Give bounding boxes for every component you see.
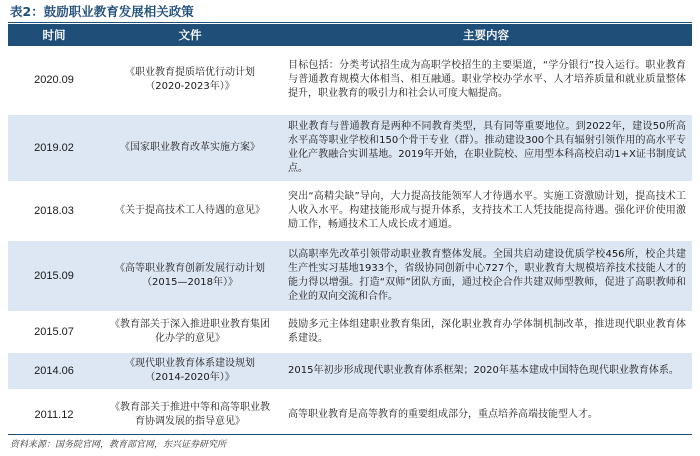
row-document: 《现代职业教育体系建设规划（2014-2020年）》 xyxy=(100,353,280,390)
bottom-rule xyxy=(8,434,692,435)
table-header-row xyxy=(8,24,692,46)
table-title: 表2：鼓励职业教育发展相关政策 xyxy=(10,4,194,19)
row-document: 《职业教育提质培优行动计划（2020-2023年）》 xyxy=(100,46,280,115)
policy-table xyxy=(8,24,692,441)
row-time: 2020.09 xyxy=(8,46,100,115)
table-row xyxy=(8,115,692,182)
row-document: 《教育部关于推进中等和高等职业教育协调发展的指导意见》 xyxy=(100,390,280,441)
row-document: 《高等职业教育创新发展行动计划（2015—2018年）》 xyxy=(100,241,280,312)
source-note: 资料来源：国务院官网，教育部官网，东兴证券研究所 xyxy=(10,440,227,450)
table-row xyxy=(8,353,692,390)
row-time: 2014.06 xyxy=(8,353,100,390)
row-document: 《教育部关于深入推进职业教育集团化办学的意见》 xyxy=(100,312,280,353)
header-time: 时间 xyxy=(8,24,100,46)
row-content: 目标包括：分类考试招生成为高职学校招生的主要渠道，“学分银行”投入运行。职业教育与普通教育规模大体相当、相互融通。职业学校办学水平、人才培养质量和就业质量整体提升，职业教育的吸引力和社会认可度大幅提高。 xyxy=(280,46,692,115)
row-document: 《国家职业教育改革实施方案》 xyxy=(100,115,280,182)
table-row xyxy=(8,312,692,353)
row-content: 鼓励多元主体组建职业教育集团，深化职业教育办学体制机制改革，推进现代职业教育体系建设。 xyxy=(280,312,692,353)
table-row xyxy=(8,241,692,312)
table-row xyxy=(8,46,692,115)
row-time: 2015.07 xyxy=(8,312,100,353)
row-time: 2015.09 xyxy=(8,241,100,312)
row-content: 突出“高精尖缺”导向，大力提高技能领军人才待遇水平。实施工资激励计划，提高技术工人收入水平。构建技能形成与提升体系，支持技术工人凭技能提高待遇。强化评价使用激励工作，畅通技术工人成长成才通道。 xyxy=(280,182,692,241)
row-time: 2011.12 xyxy=(8,390,100,441)
row-time: 2019.02 xyxy=(8,115,100,182)
row-content: 高等职业教育是高等教育的重要组成部分，重点培养高端技能型人才。 xyxy=(280,390,692,441)
header-document: 文件 xyxy=(100,24,280,46)
row-content: 职业教育与普通教育是两种不同教育类型，具有同等重要地位。到2022年，建设50所高水平高等职业学校和150个骨干专业（群）。推动建设300个具有辐射引领作用的高水平专业化产教融合实训基地。2019年开始，在职业院校、应用型本科高校启动1+X证书制度试点。 xyxy=(280,115,692,182)
row-document: 《关于提高技术工人待遇的意见》 xyxy=(100,182,280,241)
row-content: 以高职率先改革引领带动职业教育整体发展。全国共启动建设优质学校456所，校企共建生产性实习基地1933个，省级协同创新中心727个，职业教育大规模培养技术技能人才的能力得以增强。打造“双师”团队方面，通过校企合作共建双师型教师，促进了高职教师和企业的双向交流和合作。 xyxy=(280,241,692,312)
row-time: 2018.03 xyxy=(8,182,100,241)
row-content: 2015年初步形成现代职业教育体系框架；2020年基本建成中国特色现代职业教育体系。 xyxy=(280,353,692,390)
table-row xyxy=(8,390,692,441)
header-content: 主要内容 xyxy=(280,24,692,46)
table-row xyxy=(8,182,692,241)
title-rule xyxy=(8,22,692,23)
